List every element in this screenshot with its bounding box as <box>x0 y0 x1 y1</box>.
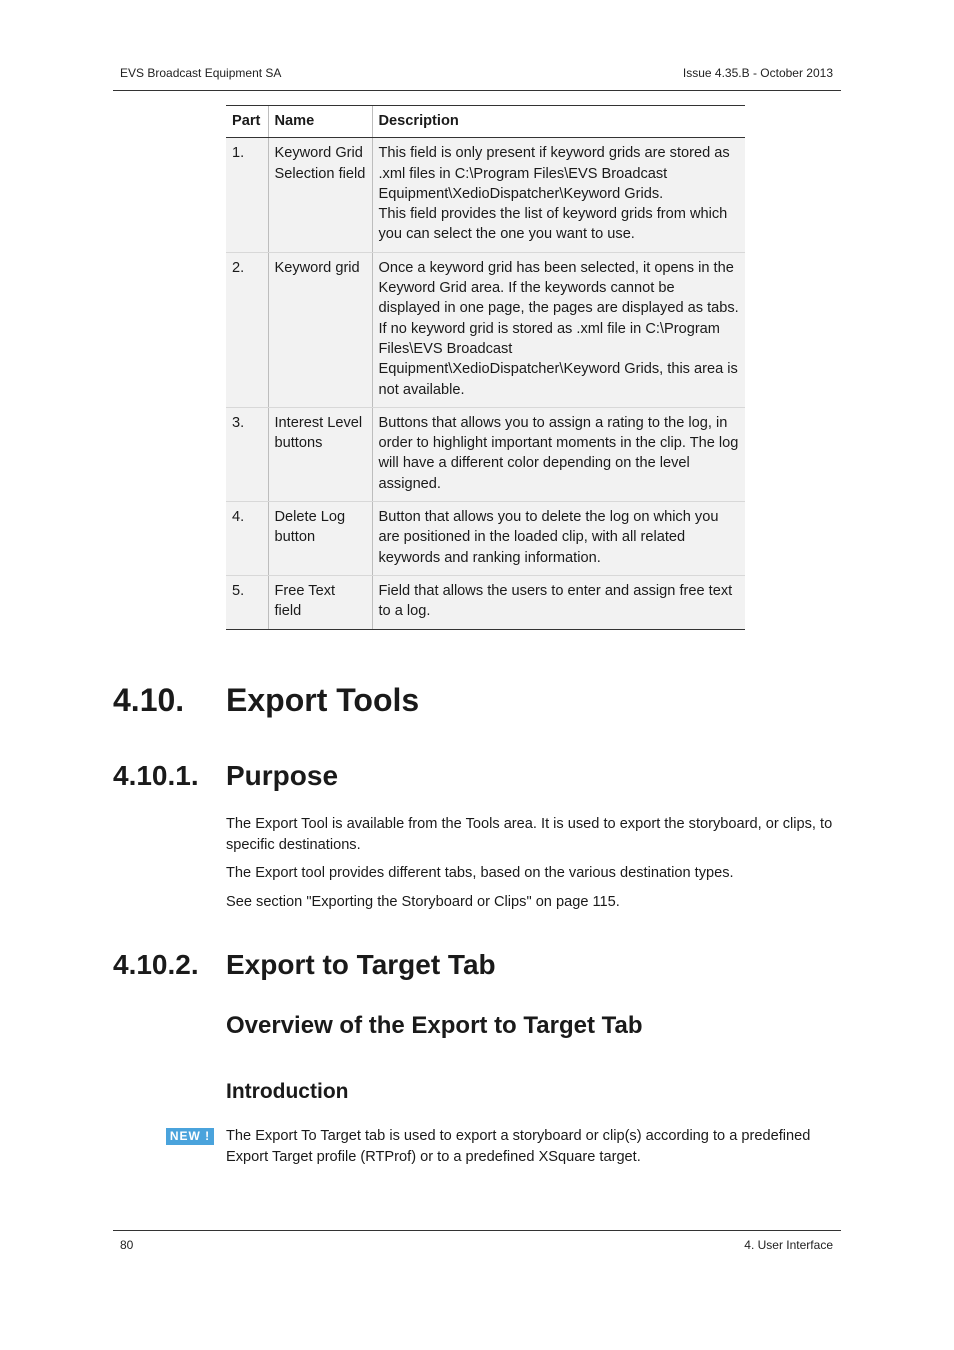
description-line: Field that allows the users to enter and assign free text to a log. <box>378 582 733 620</box>
cell-part: 5. <box>226 575 268 629</box>
table-row <box>226 252 745 407</box>
cell-name: Keyword grid <box>268 252 372 407</box>
column-header-name: Name <box>268 106 372 138</box>
cell-part: 3. <box>226 407 268 501</box>
page-number: 80 <box>120 1238 134 1252</box>
cross-reference-link[interactable]: See section "Exporting the Storyboard or Clips" on page 115. <box>226 894 620 910</box>
section-title: Export Tools <box>226 682 420 718</box>
cell-name: Delete Log button <box>268 502 372 576</box>
header-company: EVS Broadcast Equipment SA <box>120 66 282 80</box>
cell-name: Free Text field <box>268 575 372 629</box>
subsection-number: 4.10.2. <box>113 949 199 980</box>
subsection-number: 4.10.1. <box>113 760 199 791</box>
table-row <box>226 138 745 252</box>
description-line: Button that allows you to delete the log on which you are positioned in the loaded clip, with all related keywords and ranking information. <box>378 509 719 566</box>
subsection-title: Export to Target Tab <box>226 949 496 980</box>
description-line: Buttons that allows you to assign a rating to the log, in order to highlight important moments in the clip. The log will have a different color depending on the level assigned. <box>378 414 739 492</box>
description-line: Once a keyword grid has been selected, it opens in the Keyword Grid area. If the keywords cannot be displayed in one page, the pages are displayed as tabs. <box>378 259 739 317</box>
intro-heading: Introduction <box>226 1080 349 1103</box>
subheading: Overview of the Export to Target Tab <box>226 1012 643 1039</box>
header-rule <box>113 90 841 91</box>
table-row <box>226 502 745 576</box>
paragraph: The Export tool provides different tabs, based on the various destination types. <box>226 865 734 881</box>
cell-name: Keyword Grid Selection field <box>268 138 372 252</box>
section-number: 4.10. <box>113 682 185 718</box>
cell-part: 2. <box>226 252 268 407</box>
footer-rule <box>113 1230 841 1231</box>
cell-part: 1. <box>226 138 268 252</box>
new-badge: NEW ! <box>166 1128 214 1145</box>
table-row <box>226 575 745 629</box>
table-header-row <box>226 106 745 138</box>
cell-description <box>372 138 745 252</box>
paragraph: The Export To Target tab is used to export a storyboard or clip(s) according to a predefined Export Target profile (RTProf) or to a predefined XSquare target. <box>226 1128 811 1165</box>
column-header-part: Part <box>226 106 268 138</box>
description-line: If no keyword grid is stored as .xml file in C:\Program Files\EVS Broadcast Equipment\XedioDispatcher\Keyword Grids, this area is not available. <box>378 320 738 398</box>
paragraph: The Export Tool is available from the Tools area. It is used to export the storyboard, or clips, to specific destinations. <box>226 816 833 853</box>
header-issue: Issue 4.35.B - October 2013 <box>682 66 833 80</box>
footer-chapter: 4. User Interface <box>744 1238 833 1252</box>
description-line: This field provides the list of keyword grids from which you can select the one you want to use. <box>378 206 728 243</box>
description-line: This field is only present if keyword grids are stored as .xml files in C:\Program Files\EVS Broadcast Equipment\XedioDispatcher\Keyword Grids. <box>378 145 730 202</box>
table-row <box>226 407 745 501</box>
subsection-title: Purpose <box>226 760 339 791</box>
cell-description <box>372 502 745 576</box>
column-header-description: Description <box>372 106 745 138</box>
cell-description <box>372 575 745 629</box>
cell-description <box>372 407 745 501</box>
cell-name: Interest Level buttons <box>268 407 372 501</box>
cell-description <box>372 252 745 407</box>
cell-part: 4. <box>226 502 268 576</box>
parts-table <box>226 105 745 630</box>
